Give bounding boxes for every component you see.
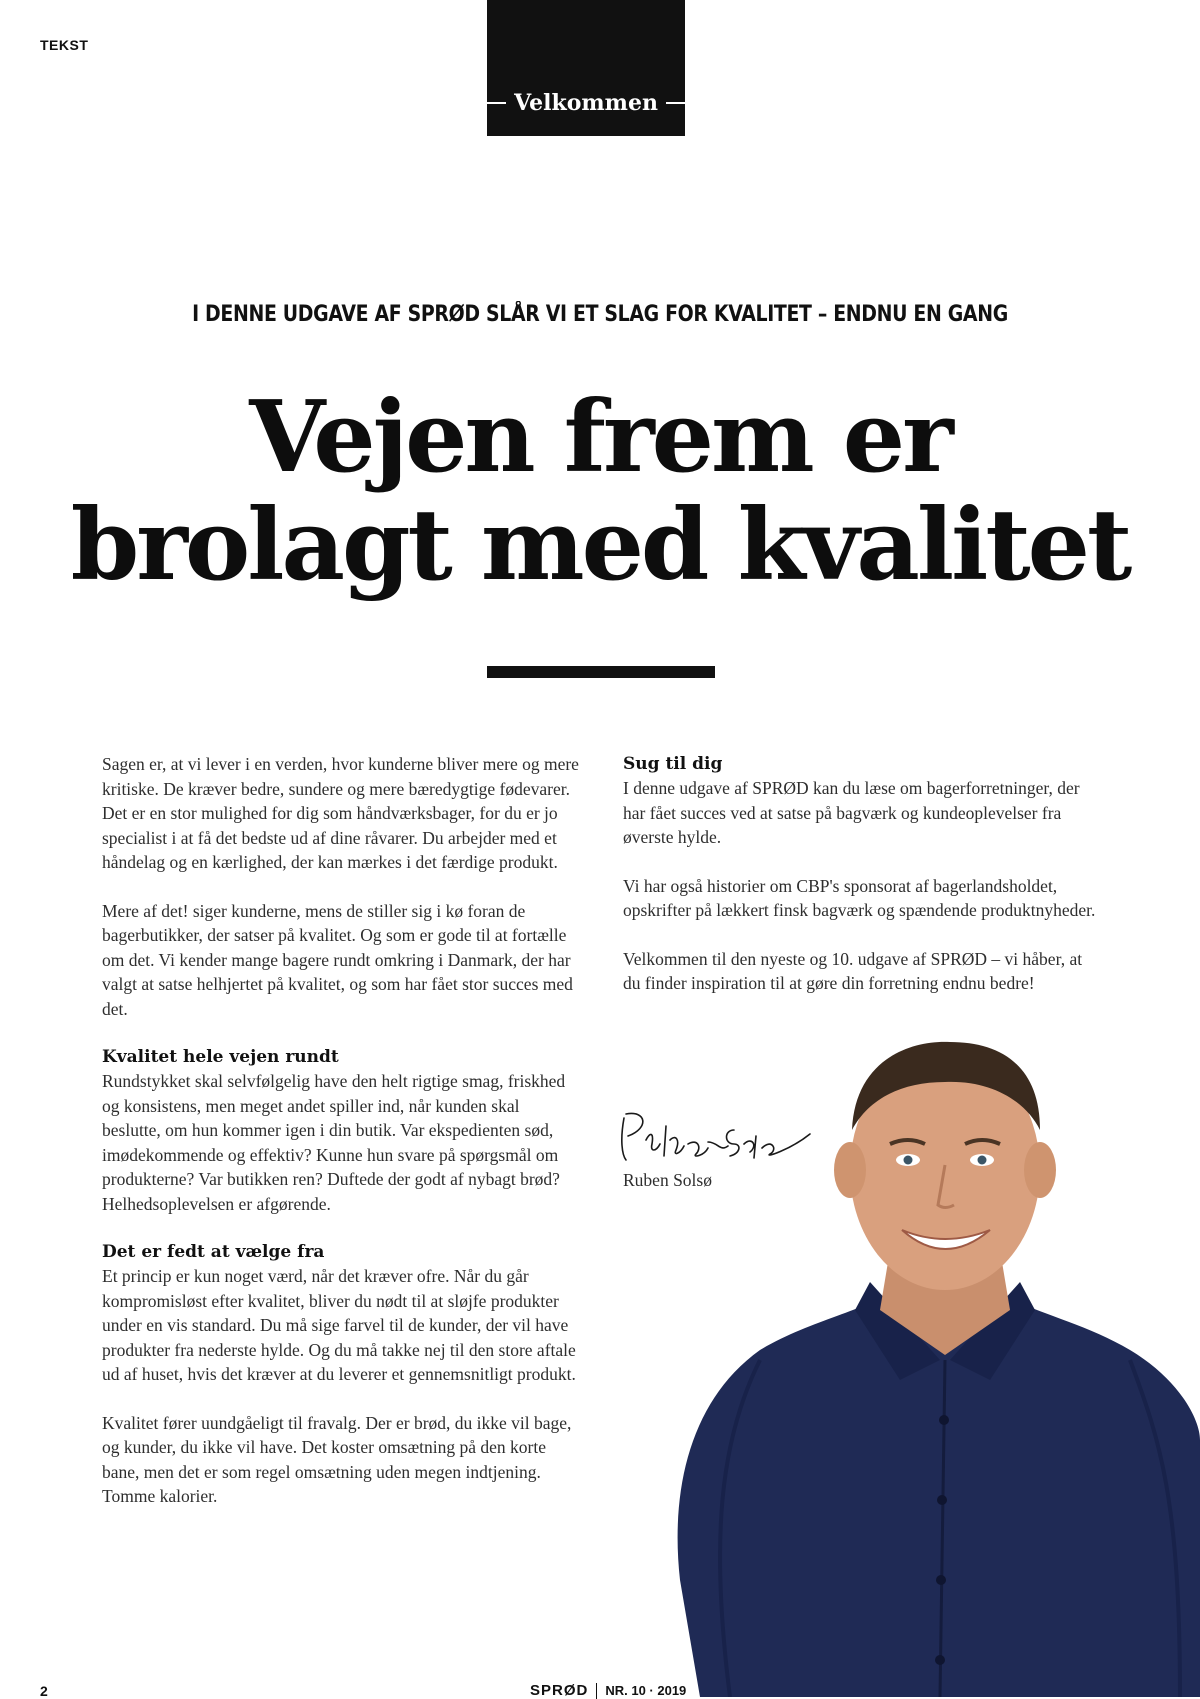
paragraph: Velkommen til den nyeste og 10. udgave af SPRØD – vi håber, at du finder inspiration til at gøre din forretning endnu bedre!	[623, 948, 1083, 993]
paragraph: Vi har også historier om CBP's sponsorat af bagerlandsholdet, opskrifter på lækkert finsk bagværk og spændende produktnyheder.	[623, 875, 1096, 920]
issue-number: NR. 10 · 2019	[605, 1683, 687, 1698]
paragraph: Mere af det! siger kunderne, mens de stiller sig i kø foran de bagerbutikker, der satser på kvalitet. Og som er gode til at fortælle om det. Vi kender mange bagere rundt omkring i Danmark, der har valgt at satse helhjertet på kvalitet, og som har fået stor succes med det.	[102, 900, 573, 1019]
subheading: Sug til dig	[623, 754, 723, 774]
magazine-name: SPRØD	[530, 1682, 589, 1699]
section-header-box	[487, 0, 685, 136]
signer-name: Ruben Solsø	[623, 1170, 712, 1190]
page-number: 2	[40, 1683, 48, 1699]
portrait-photo	[640, 1020, 1200, 1697]
subheading: Kvalitet hele vejen rundt	[102, 1047, 339, 1067]
footer-separator	[596, 1683, 597, 1699]
headline-line-2: brolagt med kvalitet	[70, 488, 1130, 603]
header-dash-right	[666, 102, 692, 104]
article-left-column	[102, 752, 582, 1533]
headline	[0, 380, 1200, 603]
paragraph: Sagen er, at vi lever i en verden, hvor kunderne bliver mere og mere kritiske. De kræver bedre, sundere og mere bæredygtige fødevarer. Det er en stor mulighed for dig som håndværksbager, for du er jo specialist i at få det bedste ud af dine råvarer. Du arbejder med et håndelag og en kærlighed, der kan mærkes i det færdige produkt.	[102, 754, 579, 872]
article-right-column	[623, 752, 1103, 1020]
paragraph: Et princip er kun noget værd, når det kræver ofre. Når du går kompromisløst efter kvalitet, bliver du nødt til at sløjfe produkter under en vis standard. Du må sige farvel til de kunder, der vil have produkter fra nederste hylde. Og du må takke nej til den store aftale ud af huset, hvis det kræver at du leverer et gennemsnitligt produkt.	[102, 1266, 576, 1384]
paragraph: Rundstykket skal selvfølgelig have den helt rigtige smag, friskhed og konsistens, men meget andet spiller ind, når kunden skal beslutte, om hun kommer igen i din butik. Var ekspedienten sød, imødekommende og effektiv? Kunne hun svare på spørgsmål om produkterne? Var butikken ren? Duftede der godt af nybagt brød? Helhedsoplevelsen er afgørende.	[102, 1071, 566, 1214]
header-label: Velkommen	[514, 90, 658, 116]
paragraph: I denne udgave af SPRØD kan du læse om bagerforretninger, der har fået succes ved at satse på bagværk og kundeoplevelser fra øverste hylde.	[623, 778, 1080, 847]
kicker: I DENNE UDGAVE AF SPRØD SLÅR VI ET SLAG FOR KVALITET – ENDNU EN GANG	[192, 302, 1008, 327]
section-tag: TEKST	[40, 37, 89, 53]
headline-line-1: Vejen frem er	[249, 380, 951, 495]
footer-brand	[530, 1682, 686, 1699]
subheading: Det er fedt at vælge fra	[102, 1242, 325, 1262]
section-header	[480, 90, 692, 116]
paragraph: Kvalitet fører uundgåeligt til fravalg. Der er brød, du ikke vil bage, og kunder, du ikke vil have. Det koster omsætning på den korte bane, men det er som regel omsætning uden megen indtjening. Tomme kalorier.	[102, 1412, 572, 1506]
headline-rule	[487, 666, 715, 678]
header-dash-left	[480, 102, 506, 104]
